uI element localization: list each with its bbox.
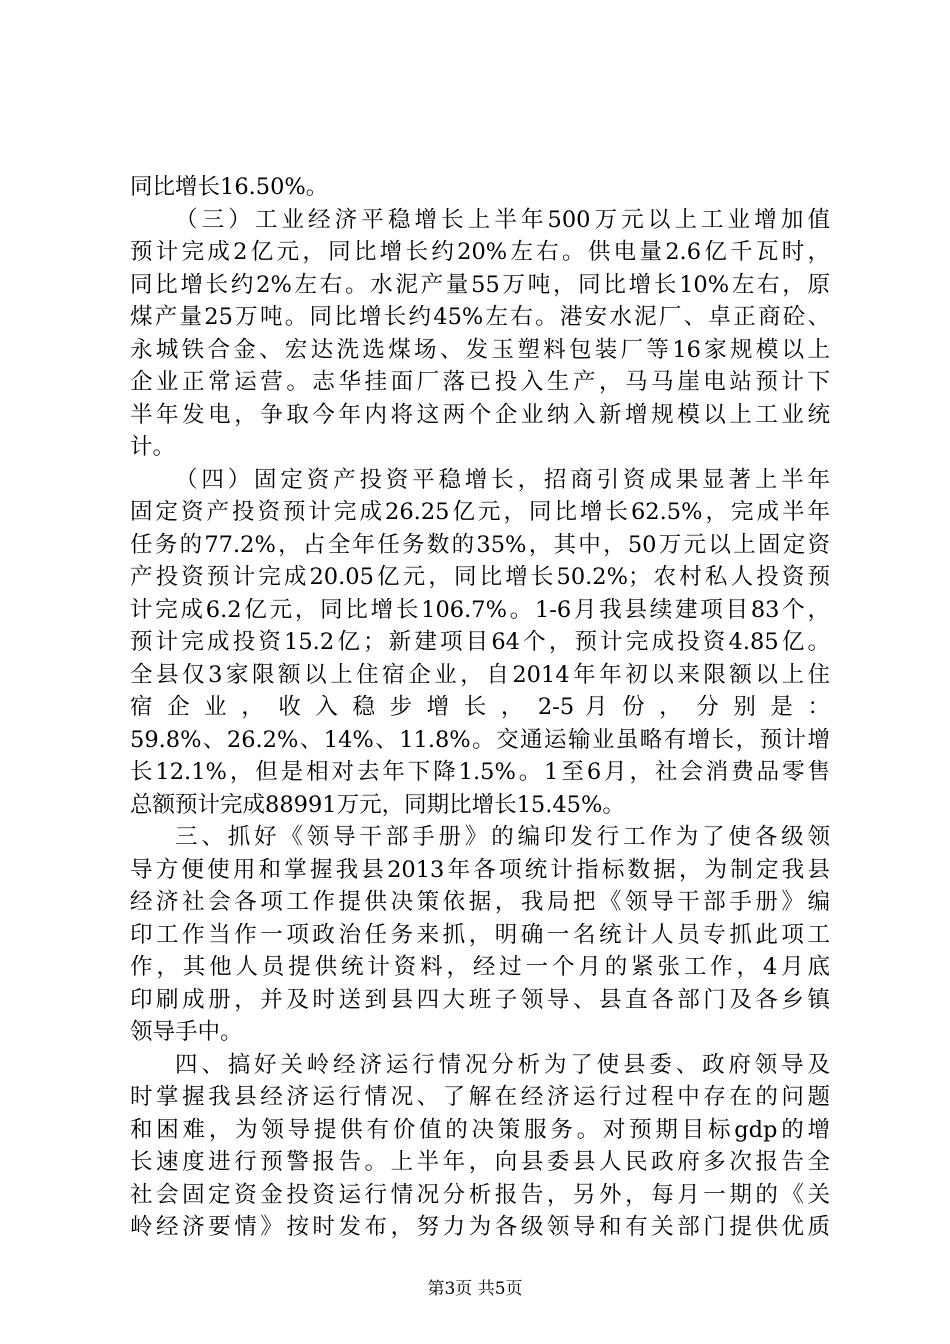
text-line: 永城铁合金、宏达洗选煤场、发玉塑料包装厂等16家规模以上 (130, 336, 830, 363)
text-line: 长12.1%，但是相对去年下降1.5%。1至6月，社会消费品零售 (130, 759, 830, 785)
text-line: （三）工业经济平稳增长上半年500万元以上工业增加值 (175, 206, 830, 233)
text-line: 印工作当作一项政治任务来抓，明确一名统计人员专抓此项工 (130, 921, 830, 948)
text-line: 同比增长16.50%。 (130, 174, 329, 200)
text-line: 社会固定资金投资运行情况分析报告，另外，每月一期的《关 (130, 1181, 830, 1208)
text-line: 企业正常运营。志华挂面厂落已投入生产，马马崖电站预计下 (130, 369, 830, 395)
page-footer: 第3页 共5页 (427, 1279, 523, 1299)
text-line: 经济社会各项工作提供决策依据，我局把《领导干部手册》编 (130, 889, 830, 915)
text-line: 计完成6.2亿元，同比增长106.7%。1-6月我县续建项目83个， (130, 596, 830, 623)
text-line: 长速度进行预警报告。上半年，向县委县人民政府多次报告全 (130, 1149, 830, 1175)
text-line: 印刷成册，并及时送到县四大班子领导、县直各部门及各乡镇 (130, 986, 830, 1013)
text-line: 任务的77.2%，占全年任务数的35%，其中，50万元以上固定资 (130, 531, 830, 558)
text-line: 导方便使用和掌握我县2013年各项统计指标数据，为制定我县 (130, 856, 830, 883)
text-line: 四、搞好关岭经济运行情况分析为了使县委、政府领导及 (175, 1051, 830, 1078)
text-line: 同比增长约2%左右。水泥产量55万吨，同比增长10%左右，原 (130, 271, 830, 298)
text-line: 产投资预计完成20.05亿元，同比增长50.2%；农村私人投资预 (130, 564, 830, 590)
text-line: 预计完成投资15.2亿；新建项目64个，预计完成投资4.85亿。 (130, 629, 830, 655)
text-line: （四）固定资产投资平稳增长，招商引资成果显著上半年 (175, 466, 830, 493)
text-line: 全县仅3家限额以上住宿企业，自2014年年初以来限额以上住 (130, 661, 830, 688)
text-line: 领导手中。 (130, 1019, 243, 1045)
text-line: 计。 (130, 434, 176, 460)
text-line: 煤产量25万吨。同比增长约45%左右。港安水泥厂、卓正商砼、 (130, 304, 830, 330)
text-line: 固定资产投资预计完成26.25亿元，同比增长62.5%，完成半年 (130, 499, 830, 525)
text-line: 时掌握我县经济运行情况、了解在经济运行过程中存在的问题 (130, 1084, 830, 1110)
text-line: 宿 企 业 ， 收 入 稳 步 增 长 ， 2-5 月 份 ， 分 别 是 ： (130, 694, 830, 720)
text-line: 作，其他人员提供统计资料，经过一个月的紧张工作，4月底 (130, 954, 830, 980)
text-line: 59.8%、26.2%、14%、11.8%。交通运输业虽略有增长，预计增 (130, 726, 830, 753)
text-line: 总额预计完成88991万元，同期比增长15.45%。 (130, 791, 625, 818)
text-line: 岭经济要情》按时发布，努力为各级领导和有关部门提供优质 (130, 1214, 830, 1240)
document-body (130, 171, 830, 1244)
text-line: 半年发电，争取今年内将这两个企业纳入新增规模以上工业统 (130, 401, 830, 428)
text-line: 和困难，为领导提供有价值的决策服务。对预期目标gdp的增 (130, 1116, 830, 1143)
text-line: 三、抓好《领导干部手册》的编印发行工作为了使各级领 (175, 824, 830, 850)
text-line: 预计完成2亿元，同比增长约20%左右。供电量2.6亿千瓦时， (130, 239, 830, 265)
